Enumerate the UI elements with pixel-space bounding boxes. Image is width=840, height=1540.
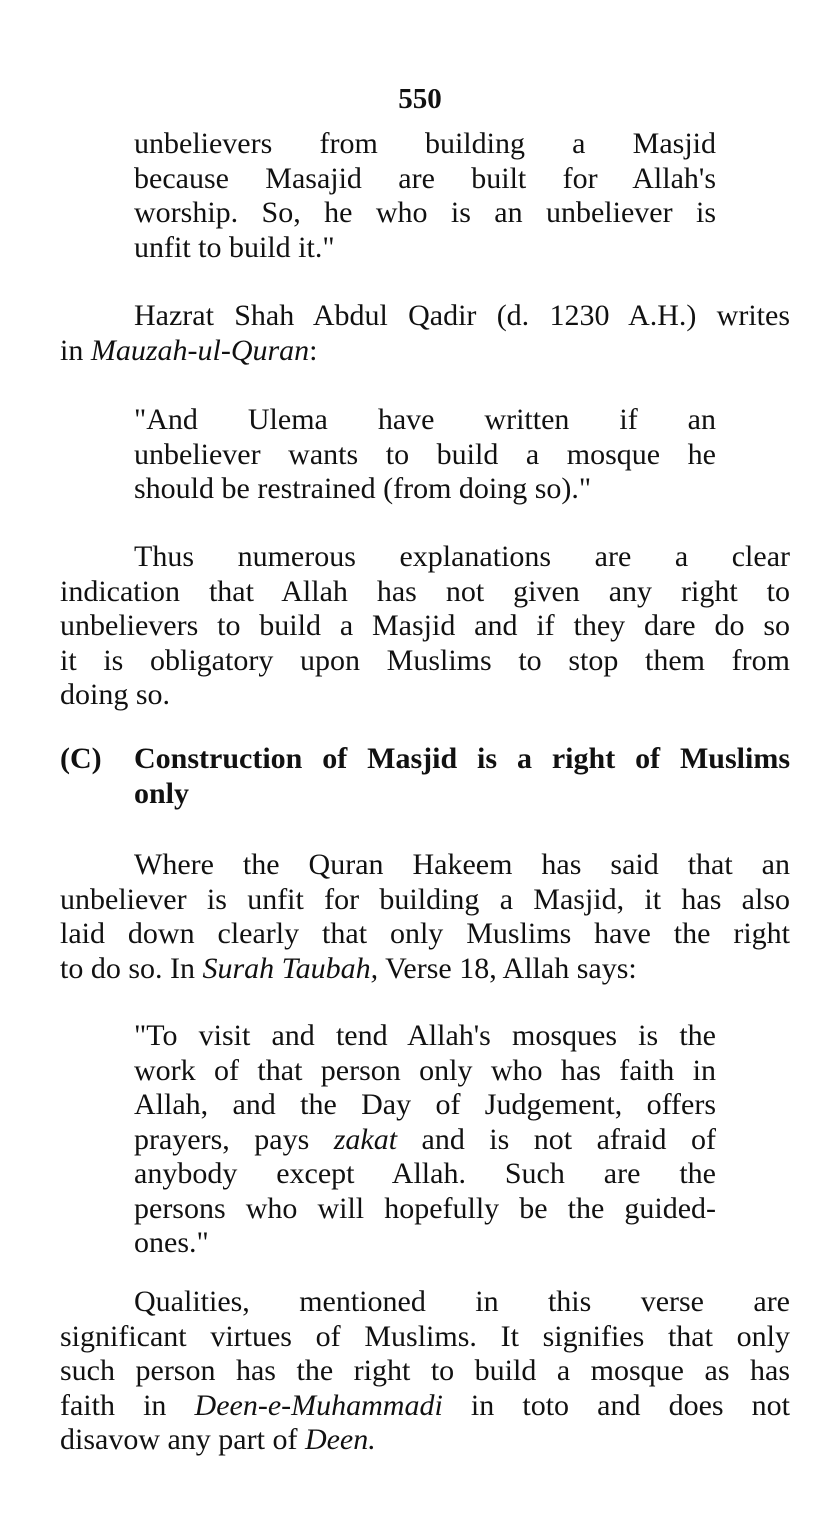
paragraph-line: such person has the right to build a mosque as has [60,1354,790,1387]
quote-line: "And Ulema have written if an [134,403,716,436]
paragraph-line: disavow any part of Deen. [60,1423,376,1456]
surah-title: Surah Taubah, [202,951,379,985]
paragraph-line: Qualities, mentioned in this verse are [134,1285,790,1318]
quote-line: "To visit and tend Allah's mosques is the [134,1019,716,1052]
paragraph-line: indication that Allah has not given any right to [60,574,790,608]
quote-line: because Masajid are built for Allah's [134,161,716,195]
paragraph-line: significant virtues of Muslims. It signifies that only [60,1319,790,1353]
quote-line: unbelievers from building a Masjid [134,127,716,160]
paragraph-line: Where the Quran Hakeem has said that an [134,848,790,881]
section-label: (C) [60,742,102,775]
quote-surah-verse [134,1019,716,1261]
paragraph-line: in Mauzah-ul-Quran: [60,333,318,367]
quote-line: persons who will hopefully be the guided- [134,1191,716,1225]
paragraph-shah-abdul-qadir [60,299,790,368]
quote-line: should be restrained (from doing so)." [134,472,592,505]
paragraph-line: it is obligatory upon Muslims to stop them from [60,643,790,677]
quote-line: work of that person only who has faith in [134,1053,716,1087]
quote-line: unbeliever wants to build a mosque he [134,437,716,471]
paragraph-line: to do so. In Surah Taubah, Verse 18, Allah says: [60,951,637,985]
paragraph-numerous-explanations [60,540,790,713]
paragraph-qualities [60,1285,790,1458]
paragraph-line: Thus numerous explanations are a clear [134,540,790,573]
paragraph-line: unbelievers to build a Masjid and if they dare do so [60,609,790,642]
paragraph-line: Hazrat Shah Abdul Qadir (d. 1230 A.H.) writes [134,299,790,332]
quote-line: unfit to build it." [134,230,335,264]
quote-line: prayers, pays zakat and is not afraid of [134,1122,716,1156]
paragraph-line: laid down clearly that only Muslims have the right [60,917,790,950]
paragraph-line: doing so. [60,678,171,711]
quote-ulema [134,403,716,507]
page-number: 550 [398,83,442,115]
quote-line: anybody except Allah. Such are the [134,1157,716,1190]
section-title: Construction of Masjid is a right of Muslims only [134,742,790,810]
paragraph-line: faith in Deen-e-Muhammadi in toto and does not [60,1388,791,1422]
paragraph-quran-hakeem [60,848,790,986]
book-title: Mauzah-ul-Quran [90,333,310,367]
quote-line: Allah, and the Day of Judgement, offers [134,1088,716,1121]
quote-line: ones." [134,1226,209,1259]
paragraph-line: unbeliever is unfit for building a Masjid, it has also [60,882,790,916]
quote-continuation [134,127,716,265]
quote-line: worship. So, he who is an unbeliever is [134,196,716,229]
